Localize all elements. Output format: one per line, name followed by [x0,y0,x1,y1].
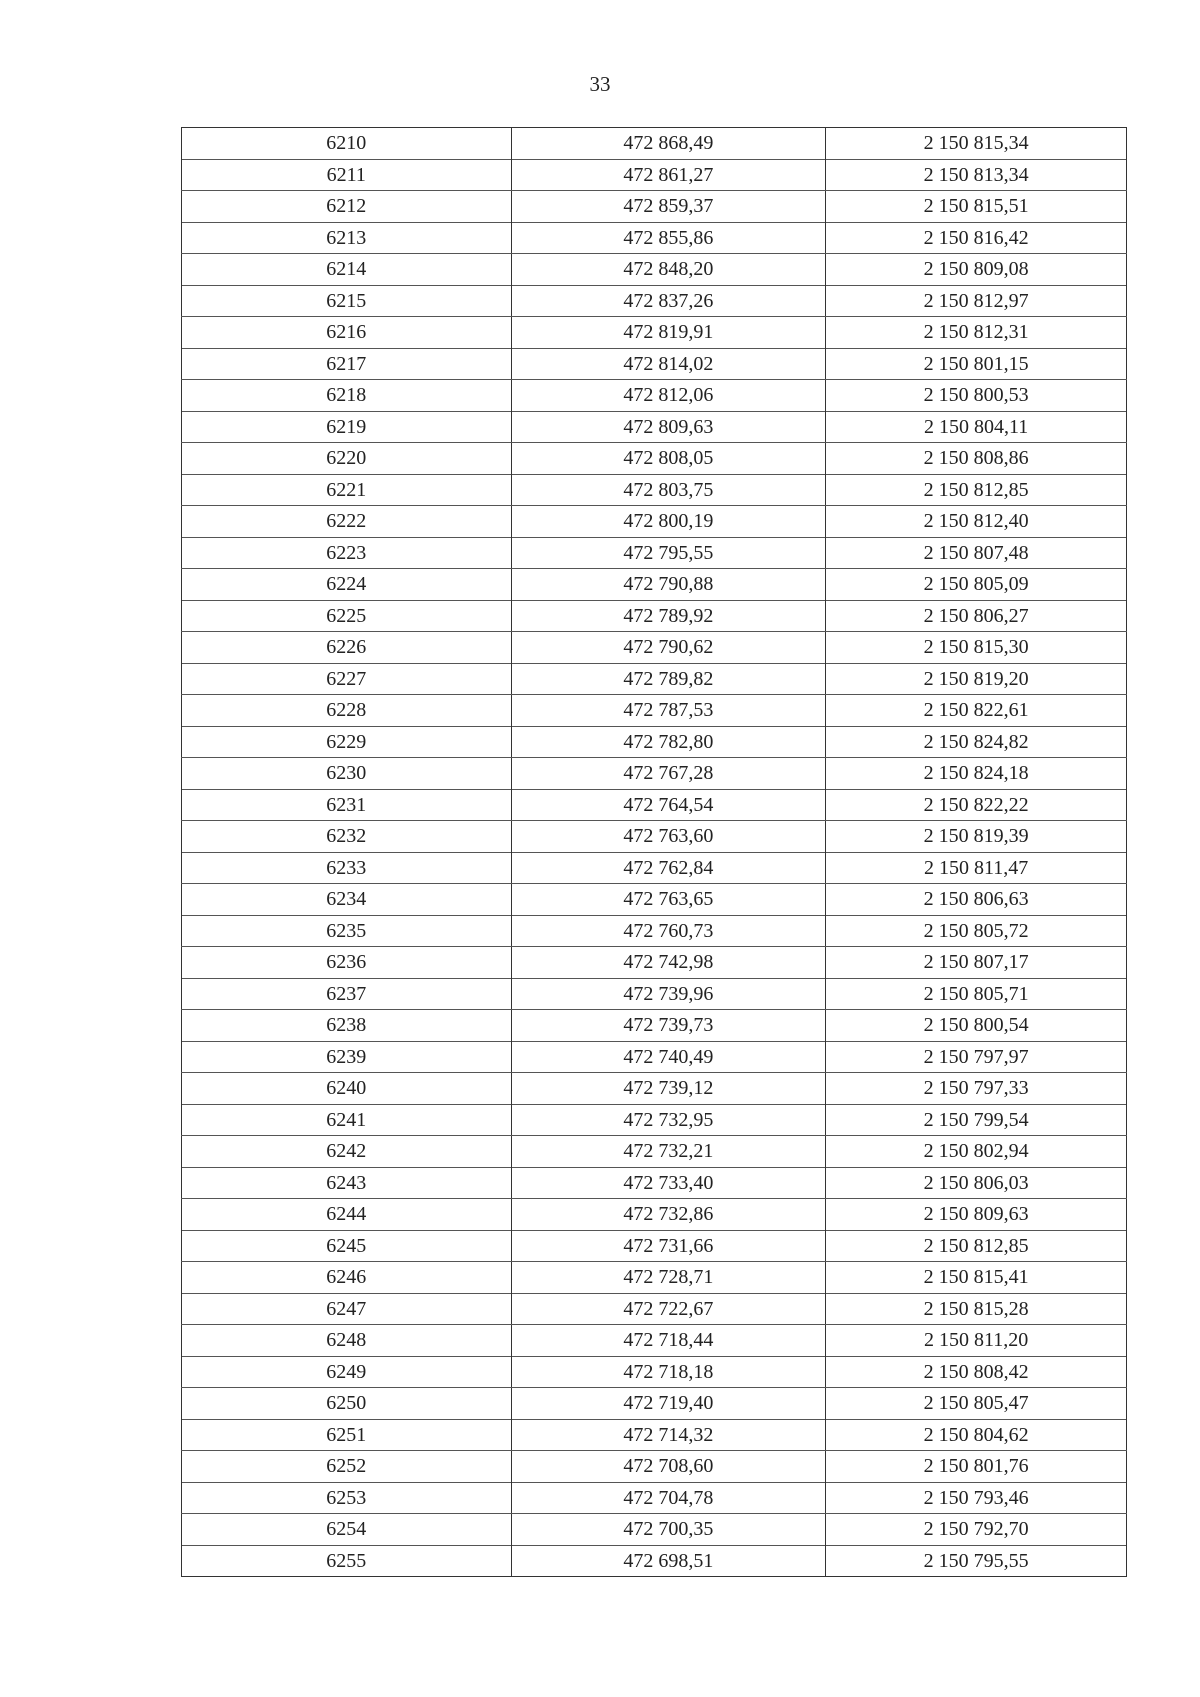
point-number-cell: 6243 [182,1167,512,1199]
x-coordinate-cell: 472 704,78 [511,1482,826,1514]
point-number-cell: 6212 [182,191,512,223]
y-coordinate-cell: 2 150 806,27 [826,600,1127,632]
x-coordinate-cell: 472 868,49 [511,128,826,160]
y-coordinate-cell: 2 150 812,97 [826,285,1127,317]
point-number-cell: 6213 [182,222,512,254]
table-row [182,1451,1127,1483]
y-coordinate-cell: 2 150 806,03 [826,1167,1127,1199]
y-coordinate-cell: 2 150 811,20 [826,1325,1127,1357]
table-row [182,348,1127,380]
y-coordinate-cell: 2 150 799,54 [826,1104,1127,1136]
x-coordinate-cell: 472 763,65 [511,884,826,916]
table-row [182,1545,1127,1577]
point-number-cell: 6238 [182,1010,512,1042]
point-number-cell: 6220 [182,443,512,475]
y-coordinate-cell: 2 150 797,33 [826,1073,1127,1105]
y-coordinate-cell: 2 150 807,17 [826,947,1127,979]
x-coordinate-cell: 472 789,92 [511,600,826,632]
x-coordinate-cell: 472 812,06 [511,380,826,412]
x-coordinate-cell: 472 739,12 [511,1073,826,1105]
point-number-cell: 6254 [182,1514,512,1546]
point-number-cell: 6246 [182,1262,512,1294]
table-row [182,1514,1127,1546]
table-row [182,254,1127,286]
table-row [182,821,1127,853]
table-row [182,411,1127,443]
y-coordinate-cell: 2 150 804,62 [826,1419,1127,1451]
point-number-cell: 6235 [182,915,512,947]
point-number-cell: 6223 [182,537,512,569]
y-coordinate-cell: 2 150 812,31 [826,317,1127,349]
table-row [182,443,1127,475]
point-number-cell: 6255 [182,1545,512,1577]
y-coordinate-cell: 2 150 804,11 [826,411,1127,443]
x-coordinate-cell: 472 808,05 [511,443,826,475]
x-coordinate-cell: 472 782,80 [511,726,826,758]
table-row [182,1356,1127,1388]
table-row [182,474,1127,506]
table-row [182,317,1127,349]
y-coordinate-cell: 2 150 795,55 [826,1545,1127,1577]
x-coordinate-cell: 472 739,73 [511,1010,826,1042]
table-row [182,726,1127,758]
y-coordinate-cell: 2 150 805,71 [826,978,1127,1010]
table-row [182,758,1127,790]
table-row [182,1010,1127,1042]
y-coordinate-cell: 2 150 805,09 [826,569,1127,601]
table-row [182,1136,1127,1168]
x-coordinate-cell: 472 698,51 [511,1545,826,1577]
table-row [182,789,1127,821]
x-coordinate-cell: 472 708,60 [511,1451,826,1483]
x-coordinate-cell: 472 803,75 [511,474,826,506]
x-coordinate-cell: 472 733,40 [511,1167,826,1199]
coordinates-table-body [182,128,1127,1577]
point-number-cell: 6226 [182,632,512,664]
point-number-cell: 6231 [182,789,512,821]
x-coordinate-cell: 472 848,20 [511,254,826,286]
table-row [182,632,1127,664]
y-coordinate-cell: 2 150 812,85 [826,1230,1127,1262]
y-coordinate-cell: 2 150 812,40 [826,506,1127,538]
point-number-cell: 6252 [182,1451,512,1483]
x-coordinate-cell: 472 762,84 [511,852,826,884]
point-number-cell: 6242 [182,1136,512,1168]
x-coordinate-cell: 472 728,71 [511,1262,826,1294]
table-row [182,1262,1127,1294]
y-coordinate-cell: 2 150 802,94 [826,1136,1127,1168]
table-row [182,600,1127,632]
x-coordinate-cell: 472 855,86 [511,222,826,254]
point-number-cell: 6230 [182,758,512,790]
table-row [182,1041,1127,1073]
y-coordinate-cell: 2 150 816,42 [826,222,1127,254]
point-number-cell: 6227 [182,663,512,695]
x-coordinate-cell: 472 787,53 [511,695,826,727]
x-coordinate-cell: 472 814,02 [511,348,826,380]
table-row [182,191,1127,223]
table-row [182,222,1127,254]
table-row [182,852,1127,884]
y-coordinate-cell: 2 150 815,34 [826,128,1127,160]
point-number-cell: 6229 [182,726,512,758]
point-number-cell: 6239 [182,1041,512,1073]
x-coordinate-cell: 472 859,37 [511,191,826,223]
point-number-cell: 6222 [182,506,512,538]
y-coordinate-cell: 2 150 807,48 [826,537,1127,569]
y-coordinate-cell: 2 150 808,42 [826,1356,1127,1388]
table-row [182,915,1127,947]
table-row [182,285,1127,317]
x-coordinate-cell: 472 719,40 [511,1388,826,1420]
point-number-cell: 6215 [182,285,512,317]
point-number-cell: 6211 [182,159,512,191]
y-coordinate-cell: 2 150 812,85 [826,474,1127,506]
x-coordinate-cell: 472 790,88 [511,569,826,601]
x-coordinate-cell: 472 740,49 [511,1041,826,1073]
y-coordinate-cell: 2 150 815,51 [826,191,1127,223]
point-number-cell: 6253 [182,1482,512,1514]
y-coordinate-cell: 2 150 793,46 [826,1482,1127,1514]
x-coordinate-cell: 472 800,19 [511,506,826,538]
point-number-cell: 6245 [182,1230,512,1262]
point-number-cell: 6228 [182,695,512,727]
y-coordinate-cell: 2 150 815,41 [826,1262,1127,1294]
y-coordinate-cell: 2 150 809,63 [826,1199,1127,1231]
point-number-cell: 6217 [182,348,512,380]
point-number-cell: 6225 [182,600,512,632]
y-coordinate-cell: 2 150 801,76 [826,1451,1127,1483]
table-row [182,663,1127,695]
x-coordinate-cell: 472 732,95 [511,1104,826,1136]
table-row [182,380,1127,412]
x-coordinate-cell: 472 718,18 [511,1356,826,1388]
x-coordinate-cell: 472 837,26 [511,285,826,317]
y-coordinate-cell: 2 150 809,08 [826,254,1127,286]
y-coordinate-cell: 2 150 797,97 [826,1041,1127,1073]
point-number-cell: 6237 [182,978,512,1010]
point-number-cell: 6236 [182,947,512,979]
table-row [182,1388,1127,1420]
y-coordinate-cell: 2 150 805,72 [826,915,1127,947]
point-number-cell: 6232 [182,821,512,853]
x-coordinate-cell: 472 795,55 [511,537,826,569]
point-number-cell: 6249 [182,1356,512,1388]
x-coordinate-cell: 472 789,82 [511,663,826,695]
x-coordinate-cell: 472 767,28 [511,758,826,790]
coordinates-table [181,127,1127,1577]
x-coordinate-cell: 472 714,32 [511,1419,826,1451]
table-row [182,1199,1127,1231]
x-coordinate-cell: 472 763,60 [511,821,826,853]
point-number-cell: 6214 [182,254,512,286]
table-row [182,978,1127,1010]
table-row [182,159,1127,191]
point-number-cell: 6244 [182,1199,512,1231]
table-row [182,1104,1127,1136]
x-coordinate-cell: 472 732,21 [511,1136,826,1168]
point-number-cell: 6241 [182,1104,512,1136]
point-number-cell: 6251 [182,1419,512,1451]
x-coordinate-cell: 472 742,98 [511,947,826,979]
page-number: 33 [589,72,611,96]
point-number-cell: 6233 [182,852,512,884]
x-coordinate-cell: 472 790,62 [511,632,826,664]
x-coordinate-cell: 472 731,66 [511,1230,826,1262]
y-coordinate-cell: 2 150 822,22 [826,789,1127,821]
x-coordinate-cell: 472 718,44 [511,1325,826,1357]
y-coordinate-cell: 2 150 819,20 [826,663,1127,695]
y-coordinate-cell: 2 150 824,18 [826,758,1127,790]
point-number-cell: 6219 [182,411,512,443]
table-row [182,1419,1127,1451]
table-row [182,1167,1127,1199]
y-coordinate-cell: 2 150 824,82 [826,726,1127,758]
y-coordinate-cell: 2 150 808,86 [826,443,1127,475]
y-coordinate-cell: 2 150 800,54 [826,1010,1127,1042]
y-coordinate-cell: 2 150 811,47 [826,852,1127,884]
x-coordinate-cell: 472 861,27 [511,159,826,191]
y-coordinate-cell: 2 150 805,47 [826,1388,1127,1420]
y-coordinate-cell: 2 150 815,28 [826,1293,1127,1325]
y-coordinate-cell: 2 150 801,15 [826,348,1127,380]
x-coordinate-cell: 472 739,96 [511,978,826,1010]
point-number-cell: 6216 [182,317,512,349]
x-coordinate-cell: 472 809,63 [511,411,826,443]
x-coordinate-cell: 472 732,86 [511,1199,826,1231]
point-number-cell: 6210 [182,128,512,160]
table-row [182,569,1127,601]
point-number-cell: 6248 [182,1325,512,1357]
point-number-cell: 6234 [182,884,512,916]
table-row [182,947,1127,979]
point-number-cell: 6224 [182,569,512,601]
table-row [182,1482,1127,1514]
x-coordinate-cell: 472 764,54 [511,789,826,821]
table-row [182,695,1127,727]
y-coordinate-cell: 2 150 813,34 [826,159,1127,191]
x-coordinate-cell: 472 700,35 [511,1514,826,1546]
y-coordinate-cell: 2 150 815,30 [826,632,1127,664]
point-number-cell: 6218 [182,380,512,412]
table-row [182,1230,1127,1262]
table-row [182,537,1127,569]
x-coordinate-cell: 472 722,67 [511,1293,826,1325]
table-row [182,1293,1127,1325]
point-number-cell: 6247 [182,1293,512,1325]
y-coordinate-cell: 2 150 800,53 [826,380,1127,412]
table-row [182,128,1127,160]
table-row [182,1325,1127,1357]
table-row [182,884,1127,916]
y-coordinate-cell: 2 150 822,61 [826,695,1127,727]
y-coordinate-cell: 2 150 792,70 [826,1514,1127,1546]
y-coordinate-cell: 2 150 806,63 [826,884,1127,916]
table-row [182,1073,1127,1105]
x-coordinate-cell: 472 760,73 [511,915,826,947]
point-number-cell: 6240 [182,1073,512,1105]
point-number-cell: 6221 [182,474,512,506]
point-number-cell: 6250 [182,1388,512,1420]
x-coordinate-cell: 472 819,91 [511,317,826,349]
y-coordinate-cell: 2 150 819,39 [826,821,1127,853]
table-row [182,506,1127,538]
